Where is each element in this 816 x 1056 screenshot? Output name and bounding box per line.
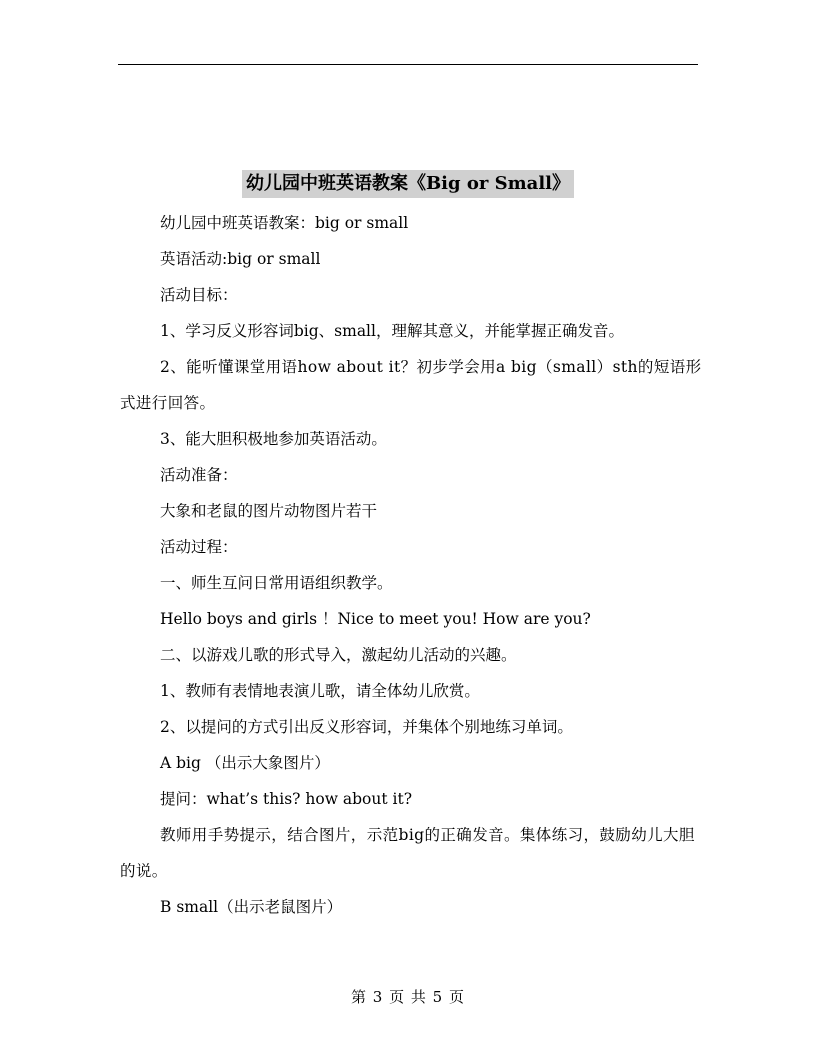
page-number: 第 3 页 共 5 页 (351, 988, 465, 1006)
paragraph-goal-2: 2、能听懂课堂用语how about it？初步学会用a big（small）sth的短语形式进行回答。 (120, 358, 702, 412)
document-title: 幼儿园中班英语教案《Big or Small》 (242, 170, 574, 198)
paragraph-b-small: B small（出示老鼠图片） (160, 898, 343, 916)
document-body (120, 205, 710, 925)
paragraph-process-heading: 活动过程： (160, 538, 238, 556)
paragraph-prep: 大象和老鼠的图片动物图片若干 (160, 502, 378, 520)
header-rule (118, 64, 698, 65)
paragraph-step-2-1: 1、教师有表情地表演儿歌，请全体幼儿欣赏。 (160, 682, 480, 700)
paragraph-greeting: Hello boys and girls ！Nice to meet you! How are you? (160, 610, 591, 628)
paragraph-goal-1: 1、学习反义形容词big、small，理解其意义，并能掌握正确发音。 (160, 322, 624, 340)
paragraph-step-1: 一、师生互问日常用语组织教学。 (160, 574, 393, 592)
paragraph-teacher-demo: 教师用手势提示，结合图片，示范big的正确发音。集体练习，鼓励幼儿大胆的说。 (120, 826, 695, 880)
paragraph-question: 提问：what’s this? how about it? (160, 790, 413, 808)
paragraph-goal-3: 3、能大胆积极地参加英语活动。 (160, 430, 387, 448)
paragraph-step-2-2: 2、以提问的方式引出反义形容词，并集体个别地练习单词。 (160, 718, 573, 736)
paragraph-goals-heading: 活动目标： (160, 286, 238, 304)
paragraph-step-2: 二、以游戏儿歌的形式导入，激起幼儿活动的兴趣。 (160, 646, 517, 664)
paragraph-activity: 英语活动:big or small (160, 250, 321, 268)
title-container (0, 170, 816, 198)
paragraph-prep-heading: 活动准备： (160, 466, 238, 484)
paragraph-a-big: A big （出示大象图片） (160, 754, 330, 772)
paragraph-heading: 幼儿园中班英语教案：big or small (160, 214, 409, 232)
